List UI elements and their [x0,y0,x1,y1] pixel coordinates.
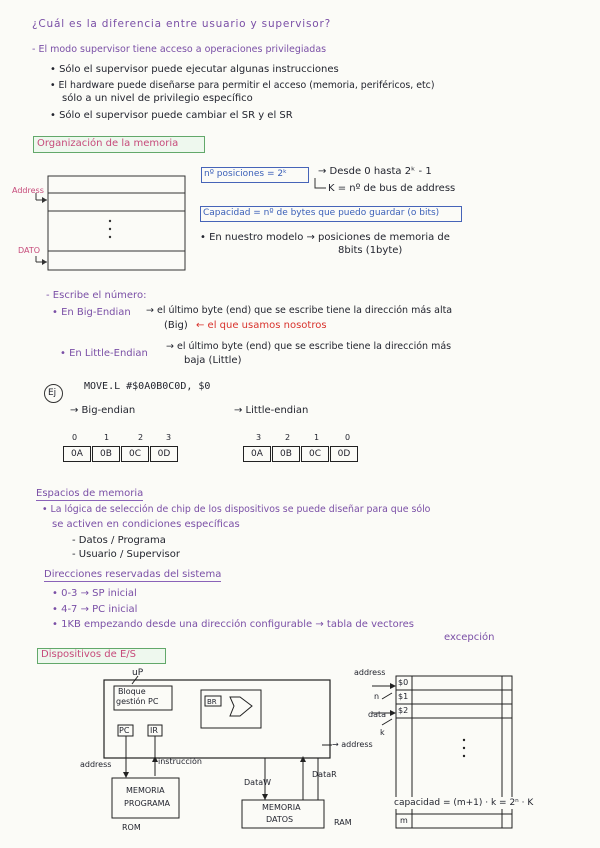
bullet-text: • El hardware puede diseñarse para permitir el acceso (memoria, periféricos, etc) [50,80,435,91]
byte-index: 0 [72,433,78,442]
address-label: Address [12,186,44,195]
little-endian-text-2: baja (Little) [184,355,242,366]
byte-cell: 0A [243,446,271,462]
byte-index: 2 [285,433,291,442]
right-n-label: n [374,692,380,701]
modelo-line: • En nuestro modelo → posiciones de memoria de [200,232,450,243]
dataw-label: DataW [244,778,272,787]
right-k-label: k [380,728,385,737]
intro-line: - El modo supervisor tiene acceso a operaciones privilegiadas [32,44,327,55]
byte-index: 0 [345,433,351,442]
dir-item: • 4-7 → PC inicial [52,604,138,615]
espacios-line: • La lógica de selección de chip de los dispositivos se puede diseñar para que sólo [42,504,431,515]
bloque-label-2: gestión PC [116,697,159,706]
big-endian-text-2: (Big) [164,320,188,331]
mem-k: K = nº de bus de address [328,183,456,194]
byte-cell: 0C [301,446,329,462]
bloque-label: Bloque [118,687,146,696]
byte-cell: 0C [121,446,149,462]
rom-label: ROM [122,823,141,832]
byte-index: 1 [314,433,320,442]
espacios-item: - Usuario / Supervisor [72,549,180,560]
datar-label: DataR [312,770,337,779]
big-endian-caption: → Big-endian [70,405,136,416]
byte-index: 1 [104,433,110,442]
mem-range: → Desde 0 hasta 2ᵏ - 1 [318,166,432,177]
section-heading-dispositivos: Dispositivos de E/S [41,649,136,660]
pc-label: PC [119,726,130,735]
address-line-label: address [80,760,112,769]
byte-cell: 0D [150,446,178,462]
mem-cell-address: $0 [398,678,409,687]
escribe-line: - Escribe el número: [46,290,147,301]
instruccion-label: instrucción [158,757,202,766]
right-address-label: address [354,668,386,677]
memoria-datos-label: MEMORIA [262,803,301,812]
memoria-datos-label-2: DATOS [266,815,294,824]
byte-index: 2 [138,433,144,442]
up-label: uP [132,668,144,678]
big-endian-text: → el último byte (end) que se escribe tiene la dirección más alta [146,305,453,316]
section-heading-espacios: Espacios de memoria [36,488,144,499]
little-endian-text: → el último byte (end) que se escribe tiene la dirección más [166,341,452,352]
byte-index: 3 [166,433,172,442]
page-title: ¿Cuál es la diferencia entre usuario y supervisor? [32,18,331,30]
bullet-text: • Sólo el supervisor puede cambiar el SR y el SR [50,110,293,121]
mem-cell-address: m [400,816,408,825]
little-endian-caption: → Little-endian [234,405,309,416]
mem-cell-address: $1 [398,692,409,701]
byte-cell: 0D [330,446,358,462]
section-heading-direcciones: Direcciones reservadas del sistema [44,569,222,580]
byte-cell: 0B [92,446,120,462]
capacidad-text: Capacidad = nº de bytes que puedo guardar (o bits) [203,208,440,218]
memoria-programa-label-2: PROGRAMA [124,799,170,808]
modelo-line-2: 8bits (1byte) [338,245,403,256]
espacios-line-2: se activen en condiciones específicas [52,519,240,530]
espacios-item: - Datos / Programa [72,535,166,546]
dato-label: DATO [18,246,41,255]
br-label: BR [207,698,217,706]
section-heading-organizacion: Organización de la memoria [37,138,179,149]
mem-formula: nº posiciones = 2ᵏ [204,169,287,179]
dir-excepcion: excepción [444,632,495,643]
right-data-label: data [368,710,387,719]
dir-item: • 1KB empezando desde una dirección configurable → tabla de vectores [52,619,414,630]
capacidad-formula: capacidad = (m+1) · k = 2ⁿ · K [394,798,534,808]
bullet-text: • Sólo el supervisor puede ejecutar algunas instrucciones [50,64,339,75]
byte-cell: 0B [272,446,300,462]
byte-cell: 0A [63,446,91,462]
ram-label: RAM [334,818,352,827]
ir-label: IR [150,726,158,735]
big-endian-label: • En Big-Endian [52,307,131,318]
little-endian-label: • En Little-Endian [60,348,148,359]
mem-cell-address: $2 [398,706,409,715]
address-arrow-label: → address [332,740,373,749]
memoria-programa-label: MEMORIA [126,786,165,795]
big-endian-note: ← el que usamos nosotros [196,320,327,331]
dir-item: • 0-3 → SP inicial [52,588,137,599]
byte-index: 3 [256,433,262,442]
instruction: MOVE.L #$0A0B0C0D, $0 [84,381,211,392]
bullet-text: sólo a un nivel de privilegio específico [62,93,253,104]
ej-label: Ej [48,388,57,398]
